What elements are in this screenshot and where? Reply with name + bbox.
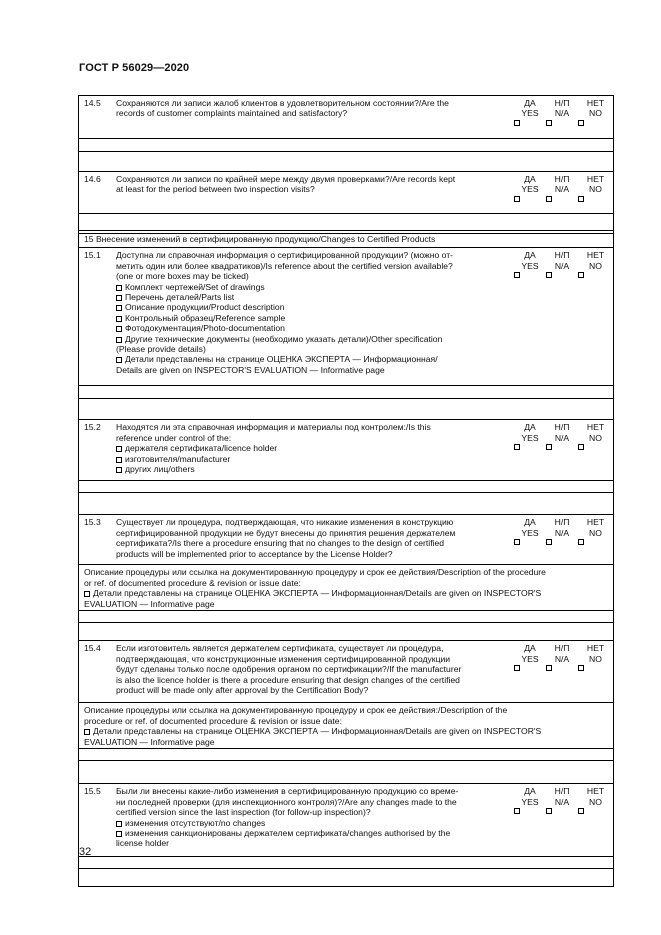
no-ru: НЕТ [586, 643, 605, 654]
na-ru: Н/П [554, 643, 570, 654]
document-header: ГОСТ Р 56029—2020 [79, 62, 190, 74]
na-ru: Н/П [554, 422, 570, 433]
item-question [112, 515, 514, 564]
option-continuation: license holder [116, 838, 170, 849]
checkbox-icon[interactable] [514, 808, 520, 814]
checkbox-icon[interactable] [578, 272, 584, 278]
checkbox-icon[interactable] [578, 196, 584, 202]
checkbox-icon[interactable] [546, 539, 552, 545]
section-title: 15 Внесение изменений в сертифицированную продукцию/Changes to Certified Products [79, 231, 613, 248]
answer-yes[interactable] [514, 784, 546, 856]
checklist-table-14 [78, 95, 614, 234]
question-line: сертифицированной продукции не будут внесены до принятия решения держателем [116, 527, 456, 538]
option-checkbox[interactable]: Перечень деталей/Parts list [116, 292, 510, 302]
item-number: 15.2 [84, 422, 101, 433]
checklist-table-15 [78, 230, 614, 887]
procedure-description [79, 564, 613, 610]
details-continuation: EVALUATION — Informative page [84, 598, 215, 609]
na-en: N/A [554, 527, 570, 538]
checkbox-icon[interactable] [514, 196, 520, 202]
no-ru: НЕТ [586, 174, 605, 184]
option-checkbox[interactable]: изготовителя/manufacturer [116, 454, 510, 464]
answer-yes[interactable] [514, 515, 546, 564]
question-line: метить один или более квадратиков)/Is reference about the certified version available? [116, 260, 453, 271]
answer-na[interactable] [546, 641, 578, 702]
question-line: is also the licence holder is there a procedure ensuring that design changes of the certified [116, 674, 460, 685]
empty-row [79, 385, 613, 398]
answer-no[interactable] [578, 641, 613, 702]
item-number: 15.3 [84, 517, 101, 528]
yes-ru: ДА [524, 422, 536, 433]
checkbox-icon[interactable] [546, 120, 552, 126]
no-ru: НЕТ [586, 786, 605, 797]
na-en: N/A [554, 184, 570, 195]
question-line: Сохраняются ли записи жалоб клиентов в удовлетворительном состоянии?/Are the [116, 98, 449, 108]
empty-row [79, 856, 613, 868]
empty-row [79, 480, 613, 492]
checkbox-icon[interactable] [514, 444, 520, 450]
yes-en: YES [521, 527, 539, 538]
item-row-15-3 [79, 514, 613, 564]
checkbox-icon[interactable] [578, 665, 584, 671]
no-ru: НЕТ [586, 422, 605, 433]
question-line: Были ли внесены какие-либо изменения в сертифицированную продукцию со време- [116, 786, 459, 797]
checkbox-icon[interactable] [578, 539, 584, 545]
yes-ru: ДА [524, 786, 536, 797]
item-row-15-5 [79, 783, 613, 856]
answer-no[interactable] [578, 172, 613, 213]
description-line: or ref. of documented procedure & revision or issue date: [84, 577, 301, 588]
checkbox-icon[interactable] [546, 665, 552, 671]
item-number: 15.1 [84, 250, 101, 261]
option-checkbox[interactable]: Описание продукции/Product description [116, 302, 510, 312]
na-ru: Н/П [554, 250, 570, 261]
notes-row[interactable] [79, 760, 613, 783]
question-line: Находятся ли эта справочная информация и материалы под контролем:/Is this [116, 422, 431, 433]
na-ru: Н/П [554, 98, 570, 108]
no-en: NO [589, 653, 602, 664]
item-number: 15.5 [84, 786, 101, 797]
question-line: certified version since the last inspection (for follow-up inspection)? [116, 807, 371, 818]
na-ru: Н/П [554, 786, 570, 797]
question-line: сертификата?/Is there a procedure ensuring that no changes to the design of certified [116, 538, 445, 549]
item-row-14-6 [79, 171, 613, 213]
description-line: Описание процедуры или ссылка на документированную процедуру и срок ее действия:/Description of the [84, 705, 508, 716]
checkbox-icon[interactable] [514, 539, 520, 545]
option-checkbox[interactable]: Фотодокументация/Photo-documentation [116, 323, 510, 333]
option-checkbox[interactable]: держателя сертификата/licence holder [116, 443, 510, 453]
answer-na[interactable] [546, 515, 578, 564]
na-en: N/A [554, 796, 570, 807]
item-number: 14.6 [84, 174, 101, 184]
notes-row[interactable] [79, 492, 613, 514]
item-row-14-5 [79, 96, 613, 138]
notes-row[interactable] [79, 622, 613, 640]
details-checkbox[interactable]: Детали представлены на странице ОЦЕНКА ЭКСПЕРТА — Информационная/Details are given on INSPECTOR'S [84, 588, 609, 598]
item-row-15-4 [79, 640, 613, 702]
empty-row [79, 610, 613, 622]
answer-yes[interactable] [514, 248, 546, 385]
no-ru: НЕТ [586, 517, 605, 528]
answer-no[interactable] [578, 248, 613, 385]
option-continuation: (Please provide details) [116, 344, 206, 355]
item-question [112, 420, 514, 480]
yes-ru: ДА [524, 174, 536, 184]
option-checkbox[interactable]: Комплект чертежей/Set of drawings [116, 282, 510, 292]
answer-no[interactable] [578, 515, 613, 564]
no-en: NO [589, 796, 602, 807]
no-en: NO [589, 432, 602, 443]
notes-row[interactable] [79, 398, 613, 419]
description-line: procedure or ref. of documented procedure & revision or issue date: [84, 715, 342, 726]
checkbox-icon[interactable] [546, 272, 552, 278]
no-en: NO [589, 184, 602, 195]
yes-ru: ДА [524, 517, 536, 528]
item-question [112, 784, 514, 856]
option-checkbox[interactable]: Другие технические документы (необходимо указать детали)/Other specification [116, 334, 510, 344]
na-ru: Н/П [554, 517, 570, 528]
details-continuation: Details are given on INSPECTOR'S EVALUATION — Informative page [116, 364, 385, 375]
question-line: product will be made only after approval by the Certification Body? [116, 685, 369, 696]
answer-no[interactable] [578, 784, 613, 856]
details-checkbox[interactable]: Детали представлены на странице ОЦЕНКА ЭКСПЕРТА — Информационная/ [116, 354, 510, 364]
answer-na[interactable] [546, 96, 578, 138]
na-en: N/A [554, 653, 570, 664]
option-checkbox[interactable]: изменения санкционированы держателем сертификата/changes authorised by the [116, 828, 510, 838]
procedure-description [79, 702, 613, 748]
answer-na[interactable] [546, 248, 578, 385]
answer-na[interactable] [546, 420, 578, 480]
no-ru: НЕТ [586, 250, 605, 261]
item-question [112, 248, 514, 385]
item-row-15-2 [79, 419, 613, 480]
details-checkbox[interactable]: Детали представлены на странице ОЦЕНКА ЭКСПЕРТА — Информационная/Details are given on INSPECTOR'S [84, 726, 609, 736]
yes-ru: ДА [524, 250, 536, 261]
item-question [112, 641, 514, 702]
details-continuation: EVALUATION — Informative page [84, 736, 215, 747]
item-number: 14.5 [84, 98, 101, 108]
option-checkbox[interactable]: изменения отсутствуют/no changes [116, 818, 510, 828]
answer-no[interactable] [578, 420, 613, 480]
yes-en: YES [521, 108, 539, 119]
question-line: Если изготовитель является держателем сертификата, существует ли процедура, [116, 643, 444, 654]
empty-row [79, 748, 613, 760]
answer-yes[interactable] [514, 172, 546, 213]
checkbox-icon[interactable] [546, 444, 552, 450]
yes-ru: ДА [524, 98, 536, 108]
yes-en: YES [521, 653, 539, 664]
question-line: reference under control of the: [116, 432, 232, 443]
no-en: NO [589, 108, 602, 119]
question-line: at least for the period between two inspection visits? [116, 184, 315, 195]
yes-en: YES [521, 796, 539, 807]
checkbox-icon[interactable] [514, 665, 520, 671]
question-line: (one or more boxes may be ticked) [116, 271, 249, 282]
checkbox-icon[interactable] [578, 444, 584, 450]
item-number: 15.4 [84, 643, 101, 654]
option-checkbox[interactable]: других лиц/others [116, 464, 510, 474]
checkbox-icon[interactable] [514, 120, 520, 126]
no-ru: НЕТ [586, 98, 605, 108]
question-line: Доступна ли справочная информация о сертифицированной продукции? (можно от- [116, 250, 454, 261]
item-row-15-1 [79, 248, 613, 385]
yes-en: YES [521, 432, 539, 443]
na-ru: Н/П [554, 174, 570, 184]
question-line: records of customer complaints maintained and satisfactory? [116, 108, 348, 119]
checkbox-icon[interactable] [514, 272, 520, 278]
no-en: NO [589, 260, 602, 271]
question-line: подтверждающая, что конструкционные изменения сертифицированной продукции [116, 653, 451, 664]
question-line: будут сделаны только после одобрения органом по сертификации?/If the manufacturer [116, 664, 462, 675]
answer-yes[interactable] [514, 420, 546, 480]
notes-row[interactable] [79, 151, 613, 171]
answer-yes[interactable] [514, 641, 546, 702]
item-question [112, 96, 514, 138]
question-line: Сохраняются ли записи по крайней мере между двумя проверками?/Are records kept [116, 174, 456, 184]
answer-na[interactable] [546, 172, 578, 213]
checkbox-icon[interactable] [546, 196, 552, 202]
checkbox-icon[interactable] [546, 808, 552, 814]
no-en: NO [589, 527, 602, 538]
yes-en: YES [521, 184, 539, 195]
option-checkbox[interactable]: Контрольный образец/Reference sample [116, 313, 510, 323]
question-line: products will be implemented prior to acceptance by the License Holder? [116, 548, 393, 559]
answer-na[interactable] [546, 784, 578, 856]
description-line: Описание процедуры или ссылка на документированную процедуру и срок ее действия/Description of the procedure [84, 567, 546, 578]
item-question [112, 172, 514, 213]
page-number: 32 [79, 846, 92, 858]
yes-ru: ДА [524, 643, 536, 654]
answer-no[interactable] [578, 96, 613, 138]
empty-row [79, 138, 613, 151]
na-en: N/A [554, 108, 570, 119]
question-line: ни последней проверки (для инспекционного контроля)?/Are any changes made to the [116, 796, 457, 807]
question-line: Существует ли процедура, подтверждающая, что никакие изменения в конструкцию [116, 517, 454, 528]
checkbox-icon[interactable] [578, 808, 584, 814]
na-en: N/A [554, 260, 570, 271]
na-en: N/A [554, 432, 570, 443]
notes-row[interactable] [79, 868, 613, 886]
checkbox-icon[interactable] [578, 120, 584, 126]
yes-en: YES [521, 260, 539, 271]
answer-yes[interactable] [514, 96, 546, 138]
